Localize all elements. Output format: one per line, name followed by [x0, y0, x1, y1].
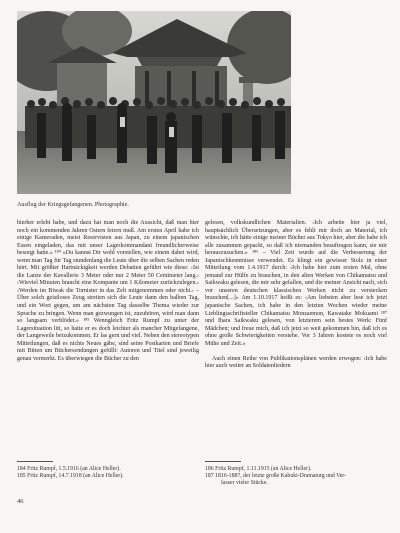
footnote: 186 Fritz Rumpf, 1.11.1915 (an Alice Heller).	[205, 466, 312, 472]
prisoners-photograph	[17, 11, 291, 194]
footnotes-left	[17, 466, 124, 480]
footnotes-right	[205, 466, 346, 488]
photo-caption: Ausflug der Kriegsgefangenen. Photographie.	[17, 202, 129, 208]
footnote: 187 1816-1887, der letzte große Kabuki-Dramaturg und Ver-	[205, 473, 347, 480]
photograph-image	[17, 11, 291, 194]
text-column-right	[205, 220, 387, 371]
footnote-continuation: fasser vieler Stücke.	[221, 480, 268, 487]
footnote: 185 Fritz Rumpf, 14.7.1918 (an Alice Heller).	[17, 473, 124, 480]
paragraph: Auch einen Reihe von Publikationsplänen werden erwogen: ‹Ich habe hier auch weiter an Soldatenliedern	[205, 355, 387, 370]
footnote-divider-left	[17, 461, 53, 462]
paragraph: hierher erlebt habe, und dazu hat man noch die Aussicht, daß man hier noch ein kommenden Jahren Ostern feiern muß. Am ersten April habe ich einige Kameraden, meist Reservisten aus Japan, zu einem japanischen Essen eingeladen, das mit unser Lagerkommandant freundlicherweise besorgt hatte.» ¹⁸⁴ «Du kannst Dir wohl vorstellen, wie einem dabei wird, wenn man Tag für Tag stundenlang die Leute über die selben Sachen reden hört. Mit größter Hartnäckigkeit werden Debatten geführt wie diese: ‹Ist die Lanze der Kavallerie 3 Meter oder nur 2 Meter 50 Centimeter lang.› ‹Wieviel Minuten braucht eine Kompanie um 1 Kilometer zurückzulegen.› ‹Werden im Biwak die Tornister in das Zelt mitgenommen oder nicht.› – Über solch geistloses Zeug streiten sich die Leute dann den halben Tag, und ein Wort gegen, um am nächsten Tag dasselbe Thema wieder zur Sprache zu bringen. Wenn man gezwungen ist, zuzuhören, wird man dann so langsam verblödet.» ¹⁸⁵ Wenngleich Fritz Rumpf zu unter der Lagersituation litt, so hatte er es doch leichter als mancher Mitgefangene, der Langeweile beizukommen. Er las gern und viel. Neben den stereotypen Mitteilungen, daß es nichts Neues gäbe, sind seine Postkarten und Briefe mit Bitten um Büchersendungen gefüllt: Autoren und Titel sind jeweilig genau vermerkt. Es überwiegen die Bücher zu den	[17, 220, 200, 362]
footnote-divider-right	[205, 461, 241, 462]
paragraph: gelesen, volkskundlichen Materialien. ‹Ich arbeite hier ja viel, hauptsächlich Übersetzungen, aber es fehlt mir doch an Material, ich wünschte, ich hätte einige meiner Bücher aus Tokyo hier, aber die habe ich alle zusammen gepackt, so daß ich niemanden beauftragen kann, sie mir herauszusuchen.» ¹⁸⁶ – Viel Zeit wurde auf die Verbesserung der Japanischkenntnisse verwendet. Es klingt ein gewisser Stolz in einer Mitteilung vom 1.4.1917 durch: ‹Ich habe hier zum ersten Mal, ohne jemand zur Hülfe zu brauchen, in den alten Werken von Chikamatsu und Saikwaku gelesen, die mir sehr gefallen, und die meiner Ansicht nach, sich vor unseren deutschen klassischen Werken nicht zu verstecken brauchen[...]» Am 1.10.1917 heißt es: ‹Am liebsten aber lese ich jetzt japanische Sachen, ich habe in den letzten Wochen wieder meine Lieblingsschriftsteller Chikamatsu Monzaemon, Kawatake Mokuami ¹⁸⁷ und Ihara Saikwaku gelesen, von letzterem sein bestes Werk: Fünf Mädchen; und freue mich, daß ich jetzt so weit gekommen bin, daß ich es ohne große Schwierigkeiten verstehe. Vor 3 Jahren kostete es noch viel Mühe und Zeit.»	[205, 220, 387, 347]
page-number: 46	[17, 498, 24, 505]
footnote: 184 Fritz Rumpf, 1.5.1916 (an Alice Heller).	[17, 466, 121, 472]
text-column-left	[17, 220, 199, 363]
